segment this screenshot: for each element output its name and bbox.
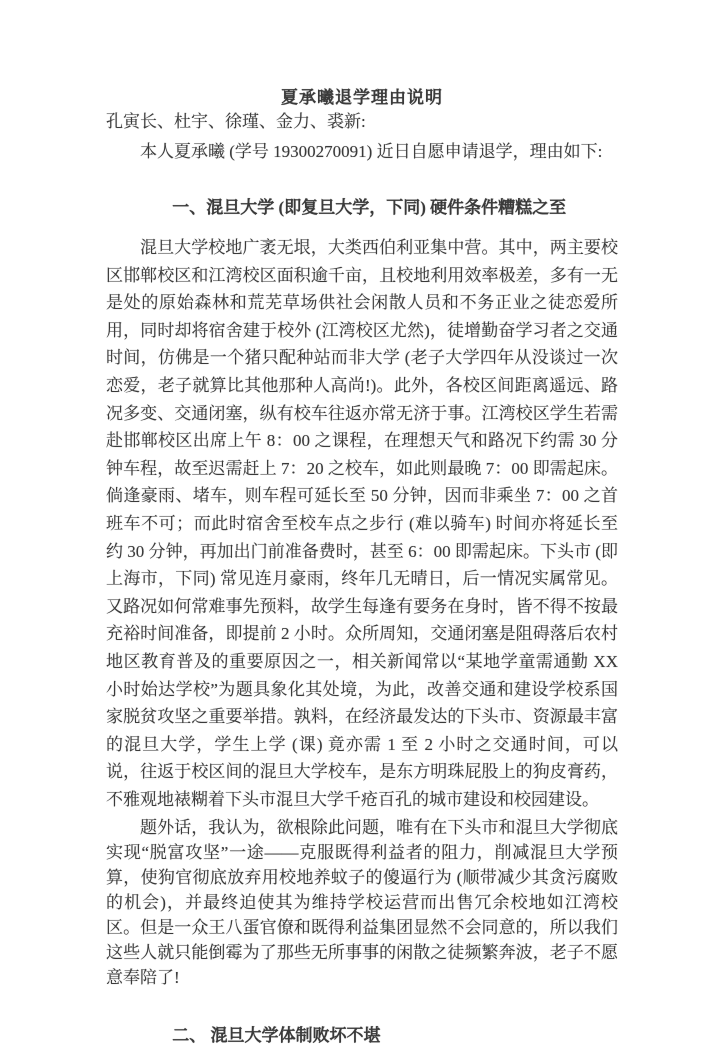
recipients-line: 孔寅长、杜宇、徐瑾、金力、裘新: <box>106 112 366 131</box>
section-1-paragraph-1: 混旦大学校地广袤无垠，大类西伯利亚集中营。其中，两主要校区邯郸校区和江湾校区面积逾千亩，且校地利用效率极差，多有一无是处的原始森林和荒芜草场供社会闲散人员和不务正业之徒恋爱所用，同时却将宿舍建于校外 (江湾校区尤然)，徒增勤奋学习者之交通时间，仿佛是一个猪只配种站而非大学 (老子大学四年从没谈过一次恋爱，老子就算比其他那种人高尚!)。此外，各校区间距离遥远、路况多变、交通闭塞，纵有校车往返亦常无济于事。江湾校区学生若需赴邯郸校区出席上午 8：00 之课程，在理想天气和路况下约需 30 分钟车程，故至迟需赶上 7：20 之校车，如此则最晚 7：00 即需起床。倘逢豪雨、堵车，则车程可延长至 50 分钟，因而非乘坐 7：00 之首班车不可；而此时宿舍至校车点之步行 (难以骑车) 时间亦将延长至约 30 分钟，再加出门前准备费时，甚至 6：00 即需起床。下头市 (即上海市，下同) 常见连月豪雨，终年几无晴日，后一情况实属常见。又路况如何常难事先预料，故学生每逢有要务在身时，皆不得不按最充裕时间准备，即提前 2 小时。众所周知，交通闭塞是阻碍落后农村地区教育普及的重要原因之一，相关新闻常以“某地学童需通勤 XX 小时始达学校”为题具象化其处境，为此，改善交通和建设学校系国家脱贫攻坚之重要举措。孰料，在经济最发达的下头市、资源最丰富的混旦大学，学生上学 (课) 竟亦需 1 至 2 小时之交通时间，可以说，往返于校区间的混旦大学校车，是东方明珠屁股上的狗皮膏药，不雅观地裱糊着下头市混旦大学千疮百孔的城市建设和校园建设。 <box>106 238 618 809</box>
intro-paragraph: 本人夏承曦 (学号 19300270091) 近日自愿申请退学，理由如下: <box>140 142 603 161</box>
doc-title: 夏承曦退学理由说明 <box>281 88 443 107</box>
section-1-heading: 一、混旦大学 (即复旦大学，下同) 硬件条件糟糕之至 <box>172 198 567 217</box>
section-1-paragraph-2: 题外话，我认为，欲根除此问题，唯有在下头市和混旦大学彻底实现“脱富攻坚”一途——克服既得利益者的阻力，削减混旦大学预算，使狗官彻底放弃用校地养蚊子的傻逼行为 (顺带减少其贪污腐败的机会)，并最终迫使其为维持学校运营而出售冗余校地如江湾校区。但是一众王八蛋官僚和既得利益集团显然不会同意的，所以我们这些人就只能倒霉为了那些无所事事的闲散之徒频繁奔波，老子不愿意奉陪了! <box>106 818 618 988</box>
section-2-heading: 二、 混旦大学体制败坏不堪 <box>172 1026 381 1046</box>
